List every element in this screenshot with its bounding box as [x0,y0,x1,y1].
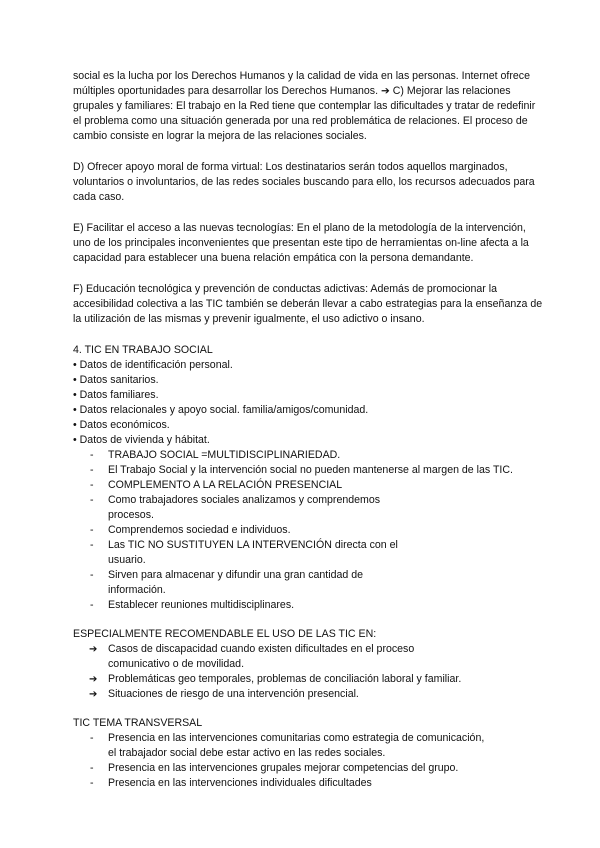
dash-item: - Sirven para almacenar y difundir una gran cantidad de información. [73,568,403,598]
arrow-item: ➔ Situaciones de riesgo de una intervención presencial. [73,687,543,702]
paragraph-f: F) Educación tecnológica y prevención de conductas adictivas: Además de promocionar la accesibilidad colectiva a las TIC también se deberán llevar a cabo estrategias para la enseñanza de la utilización de las mismas y prevenir igualmente, el uso adictivo o insano. [73,283,543,325]
bullet-item: • Datos sanitarios. [73,373,543,388]
document-page [73,69,543,791]
spacer [73,702,543,716]
transversal-heading: TIC TEMA TRANSVERSAL [73,717,203,729]
bullet-item: • Datos relacionales y apoyo social. familia/amigos/comunidad. [73,403,543,418]
dash-item: - Presencia en las intervenciones grupales mejorar competencias del grupo. [73,761,488,776]
paragraph-e: E) Facilitar el acceso a las nuevas tecnologías: En el plano de la metodología de la intervención, uno de los principales inconvenientes que presentan este tipo de herramientas on-line afecta a la capacidad para establecer una buena relación empática con la persona demandante. [73,222,529,264]
dash-item: - El Trabajo Social y la intervención social no pueden mantenerse al margen de las TIC. [73,463,548,478]
data-bullet-list [73,358,543,448]
bullet-item: • Datos económicos. [73,418,543,433]
section-4-heading: 4. TIC EN TRABAJO SOCIAL [73,344,213,356]
bullet-item: • Datos de vivienda y hábitat. [73,433,543,448]
paragraph-c: social es la lucha por los Derechos Humanos y la calidad de vida en las personas. Internet ofrece múltiples oportunidades para desarrollar los Derechos Humanos. ➔ C) Mejorar las relaciones grupales y familiares: El trabajo en la Red tiene que contemplar las dificultades y tratar de redefinir el problema como una situación generada por una red problemática de relaciones. El proceso de cambio consiste en lograr la mejora de las relaciones sociales. [73,70,536,142]
dash-item: - Establecer reuniones multidisciplinares. [73,598,403,613]
dash-item: - Presencia en las intervenciones comunitarias como estrategia de comunicación, el trabajador social debe estar activo en las redes sociales. [73,731,493,761]
paragraph-d: D) Ofrecer apoyo moral de forma virtual: Los destinatarios serán todos aquellos marginados, voluntarios o involuntarios, de las redes sociales buscando para ello, los recursos adecuados para cada caso. [73,161,535,203]
recommended-list [73,642,543,702]
dash-item: - Como trabajadores sociales analizamos y comprendemos procesos. [73,493,403,523]
arrow-item: ➔ Problemáticas geo temporales, problemas de conciliación laboral y familiar. [73,672,543,687]
transversal-list [73,731,493,791]
spacer [73,613,543,627]
bullet-item: • Datos familiares. [73,388,543,403]
dash-item: - TRABAJO SOCIAL =MULTIDISCIPLINARIEDAD. [73,448,403,463]
recommended-heading: ESPECIALMENTE RECOMENDABLE EL USO DE LAS TIC EN: [73,628,377,640]
dash-list [73,448,513,613]
dash-item: - COMPLEMENTO A LA RELACIÓN PRESENCIAL [73,478,403,493]
dash-item: - Presencia en las intervenciones individuales dificultades [73,776,493,791]
dash-item: - Comprendemos sociedad e individuos. [73,523,403,538]
dash-item: - Las TIC NO SUSTITUYEN LA INTERVENCIÓN directa con el usuario. [73,538,403,568]
bullet-item: • Datos de identificación personal. [73,358,543,373]
arrow-item: ➔ Casos de discapacidad cuando existen dificultades en el proceso comunicativo o de movilidad. [73,642,448,672]
